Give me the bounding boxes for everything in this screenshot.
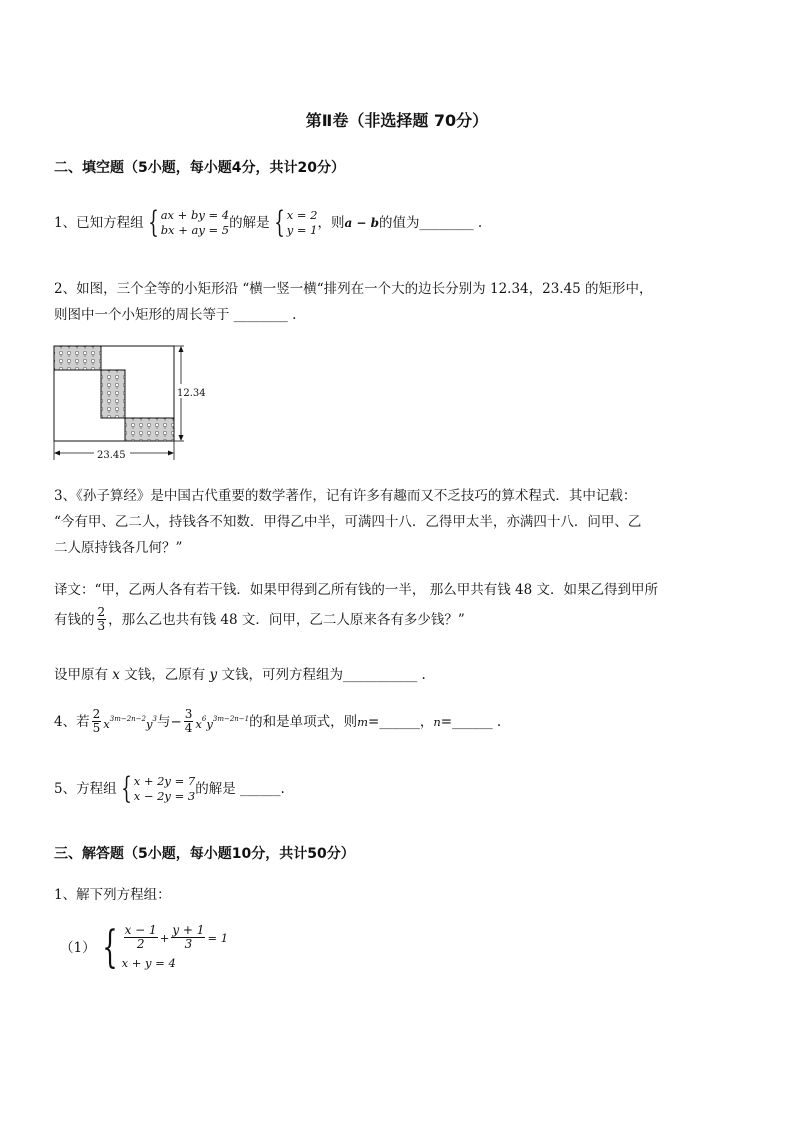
small-rectangle-middle — [101, 370, 125, 418]
q1-solution-system — [270, 205, 318, 240]
q4-fraction-1 — [92, 708, 102, 735]
q3-line-2: “今有甲、乙二人，持钱各不知数．甲得乙中半，可满四十八．乙得甲太半，亦满四十八．问甲、乙 — [54, 514, 642, 530]
q1-equation-1: ax + by = 4 — [160, 208, 230, 222]
q4-fraction-2 — [184, 708, 194, 735]
fraction-denominator: 3 — [184, 937, 193, 951]
q4-term-2: $x^6y^{3m-2n-1}$ — [195, 715, 250, 731]
q3-translation-2-a: 有钱的 — [54, 611, 95, 628]
fraction-numerator: 2 — [92, 707, 101, 721]
q5-suffix: 的解是 ______. — [195, 781, 285, 797]
q4-prefix: 4、若 — [54, 713, 90, 730]
q3-var-y: y — [209, 667, 218, 683]
q5-brace-icon: { — [120, 771, 132, 806]
q3-var-x: x — [112, 667, 120, 683]
q3-fraction — [97, 606, 107, 633]
q3-line-3: 二人原持钱各几何？” — [54, 540, 183, 556]
width-label: 23.45 — [97, 450, 126, 461]
question-5 — [54, 771, 285, 806]
fraction-numerator: y + 1 — [172, 923, 205, 937]
section-fill-blank-heading: 二、填空题（5小题，每小题4分，共计20分） — [54, 160, 345, 176]
q1-equation-2: bx + ay = 5 — [160, 223, 230, 237]
page-title: 第Ⅱ卷（非选择题 70分） — [305, 111, 489, 130]
q1-solution-y: y = 1 — [286, 223, 318, 237]
q5-equation-1: x + 2y = 7 — [133, 774, 196, 788]
q2-line-2: 则图中一个小矩形的周长等于 ________ . — [54, 307, 297, 323]
q1-post: ，则 — [317, 215, 345, 231]
q4-suffix-a: 的和是单项式，则 — [249, 713, 358, 730]
q2-line-1: 2、如图，三个全等的小矩形沿 “横一竖一横“排列在一个大的边长分别为 12.34，23.45 的矩形中， — [54, 281, 653, 297]
fraction-numerator: 3 — [184, 707, 193, 721]
s1-equation-2: x + y = 4 — [121, 956, 176, 970]
q3-setup-a: 设甲原有 — [54, 667, 108, 683]
question-4 — [54, 708, 501, 735]
small-rectangle-bottom — [125, 418, 174, 441]
section-answer-heading: 三、解答题（5小题，每小题10分，共计50分） — [54, 846, 355, 862]
s1-system-equations — [96, 924, 228, 972]
q3-translation-1: 译文：“甲，乙两人各有若干钱．如果甲得到乙所有钱的一半， 那么甲共有钱 48 文．如果乙得到甲所 — [54, 582, 658, 598]
q4-term-1: $x^{3m-2n-2}y^3$ — [103, 715, 157, 731]
fraction-numerator: x − 1 — [124, 923, 157, 937]
q1-brace-2-icon: { — [273, 205, 285, 240]
q4-var-m: m — [357, 714, 369, 729]
q3-setup — [54, 666, 426, 684]
q1-expression: a − b — [344, 216, 380, 230]
part-label: （1） — [60, 940, 96, 956]
q4-suffix-c: =______ . — [440, 713, 502, 730]
q3-translation-2 — [54, 606, 465, 633]
small-rectangle-top — [54, 346, 101, 370]
q4-negative-sign: − — [170, 713, 182, 730]
q5-equation-2: x − 2y = 3 — [133, 789, 196, 803]
q1-prefix: 1、已知方程组 — [54, 215, 144, 231]
solve-question-1-part-1 — [60, 924, 228, 972]
fraction-denominator: 3 — [97, 619, 106, 633]
q5-system-equations — [117, 771, 196, 806]
q5-prefix: 5、方程组 — [54, 781, 117, 797]
s1-equation-1 — [122, 924, 228, 951]
s1-brace-icon: { — [101, 922, 118, 973]
fraction-denominator: 2 — [136, 937, 145, 951]
q4-suffix-b: =______， — [368, 713, 434, 730]
q4-var-n: n — [433, 714, 441, 729]
q2-rectangle-figure — [50, 342, 220, 464]
solve-question-1-title: 1、解下列方程组： — [54, 887, 171, 903]
q1-brace-icon: { — [147, 205, 159, 240]
fraction-numerator: 2 — [97, 605, 106, 619]
q3-setup-b: 文钱，乙原有 — [124, 667, 206, 683]
fraction-denominator: 5 — [92, 721, 101, 735]
question-1 — [54, 205, 483, 240]
q3-translation-2-b: ，那么乙也共有钱 48 文．问甲，乙二人原来各有多少钱？” — [108, 611, 465, 628]
fraction-denominator: 4 — [184, 721, 193, 735]
q1-system-equations — [144, 205, 230, 240]
q1-mid: 的解是 — [229, 215, 270, 231]
q3-setup-c: 文钱，可列方程组为___________ . — [221, 667, 426, 683]
q3-line-1: 3、《孙子算经》是中国古代重要的数学著作，记有许多有趣而又不乏技巧的算术程式．其中记载： — [54, 488, 637, 504]
height-label: 12.34 — [177, 388, 206, 399]
q1-suffix: 的值为________ . — [379, 215, 483, 231]
q1-solution-x: x = 2 — [286, 208, 318, 222]
plus-sign: + — [159, 930, 170, 945]
q4-mid: 与 — [156, 713, 171, 730]
equation-rhs: = 1 — [207, 930, 229, 945]
